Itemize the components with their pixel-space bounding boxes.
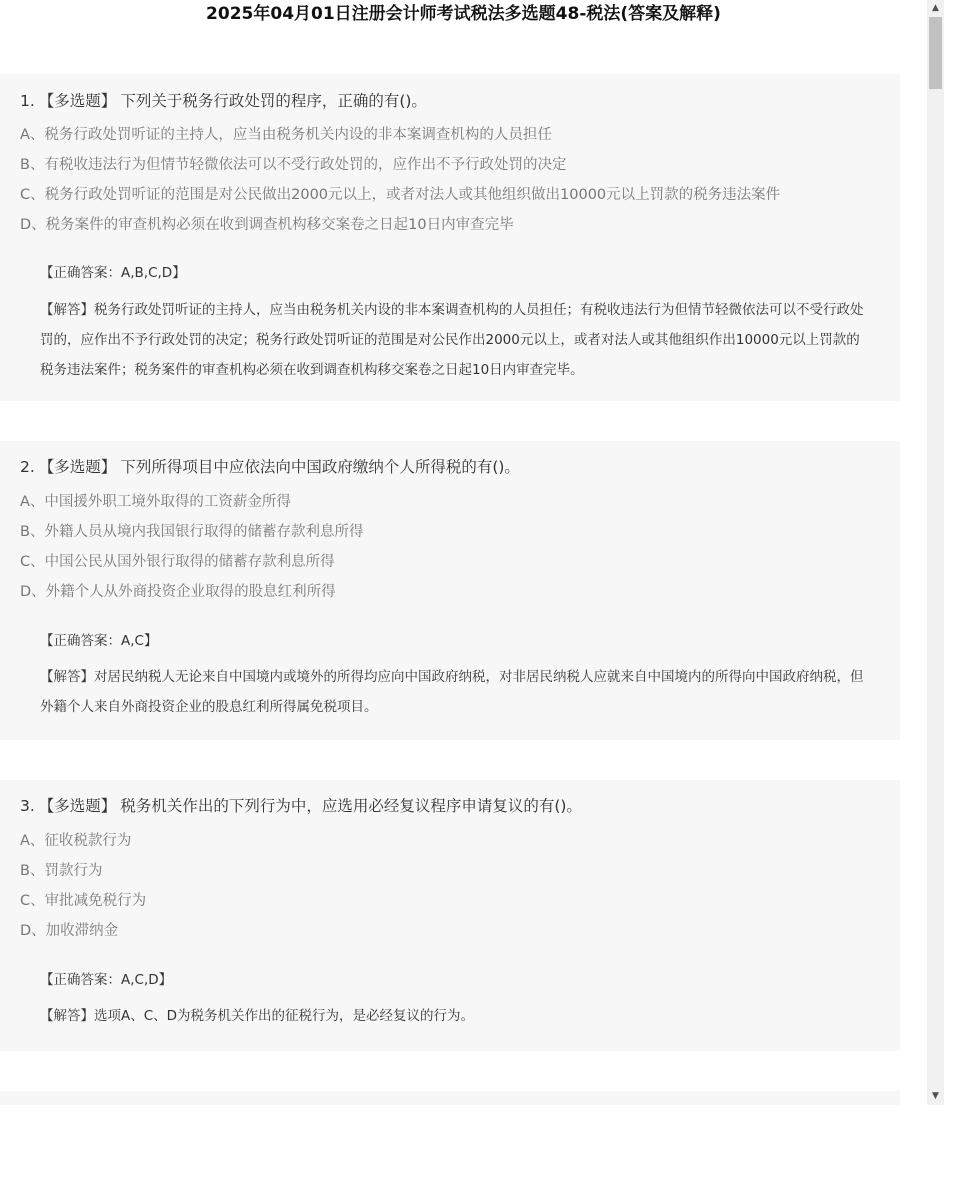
question-stem [20, 456, 520, 478]
question-stem [20, 90, 427, 112]
answer-explanation: 【解答】选项A、C、D为税务机关作出的征税行为，是必经复议的行为。 [40, 1008, 475, 1024]
answer-explanation: 【解答】对居民纳税人无论来自中国境内或境外的所得均应向中国政府纳税，对非居民纳税人应就来自中国境内的所得向中国政府纳税，但外籍个人来自外商投资企业的股息红利所得属免税项目。 [40, 669, 864, 715]
question-text: 税务机关作出的下列行为中，应选用必经复议程序申请复议的有()。 [120, 797, 582, 815]
option-d[interactable]: D、外籍个人从外商投资企业取得的股息红利所得 [20, 584, 336, 600]
question-card-4 [0, 1091, 900, 1105]
correct-answer: 【正确答案：A,C】 [40, 633, 158, 649]
scroll-down-arrow-icon[interactable]: ▼ [932, 1091, 939, 1101]
question-stem [20, 795, 582, 817]
option-b[interactable]: B、有税收违法行为但情节轻微依法可以不受行政处罚的，应作出不予行政处罚的决定 [20, 157, 567, 173]
option-a[interactable]: A、征收税款行为 [20, 833, 132, 849]
question-type: 【多选题】 [38, 458, 117, 476]
option-d[interactable]: D、加收滞纳金 [20, 923, 119, 939]
question-card-2 [0, 441, 900, 740]
question-text: 下列关于税务行政处罚的程序，正确的有()。 [120, 92, 427, 110]
option-b[interactable]: B、外籍人员从境内我国银行取得的储蓄存款利息所得 [20, 524, 364, 540]
scroll-up-arrow-icon[interactable]: ▲ [932, 3, 939, 13]
question-text: 下列所得项目中应依法向中国政府缴纳个人所得税的有()。 [120, 458, 520, 476]
vertical-scrollbar[interactable] [927, 0, 944, 1105]
question-card-3 [0, 780, 900, 1051]
question-number: 3. [20, 797, 35, 815]
page-title: 2025年04月01日注册会计师考试税法多选题48-税法(答案及解释) [206, 4, 721, 24]
option-a[interactable]: A、中国援外职工境外取得的工资薪金所得 [20, 494, 291, 510]
question-number: 2. [20, 458, 35, 476]
question-type: 【多选题】 [38, 92, 117, 110]
answer-explanation: 【解答】税务行政处罚听证的主持人，应当由税务机关内设的非本案调查机构的人员担任；有税收违法行为但情节轻微依法可以不受行政处罚的，应作出不予行政处罚的决定；税务行政处罚听证的范围是对公民作出2000元以上，或者对法人或其他组织作出10000元以上罚款的税务违法案件；税务案件的审查机构必须在收到调查机构移交案卷之日起10日内审查完毕。 [40, 302, 864, 378]
correct-answer: 【正确答案：A,B,C,D】 [40, 265, 186, 281]
option-b[interactable]: B、罚款行为 [20, 863, 103, 879]
scroll-thumb[interactable] [929, 17, 942, 89]
option-c[interactable]: C、审批减免税行为 [20, 893, 147, 909]
option-c[interactable]: C、中国公民从国外银行取得的储蓄存款利息所得 [20, 554, 335, 570]
option-a[interactable]: A、税务行政处罚听证的主持人，应当由税务机关内设的非本案调查机构的人员担任 [20, 127, 552, 143]
option-c[interactable]: C、税务行政处罚听证的范围是对公民做出2000元以上，或者对法人或其他组织做出10000元以上罚款的税务违法案件 [20, 187, 781, 203]
correct-answer: 【正确答案：A,C,D】 [40, 972, 173, 988]
question-type: 【多选题】 [38, 797, 117, 815]
option-d[interactable]: D、税务案件的审查机构必须在收到调查机构移交案卷之日起10日内审查完毕 [20, 217, 514, 233]
question-number: 1. [20, 92, 35, 110]
question-card-1 [0, 74, 900, 401]
